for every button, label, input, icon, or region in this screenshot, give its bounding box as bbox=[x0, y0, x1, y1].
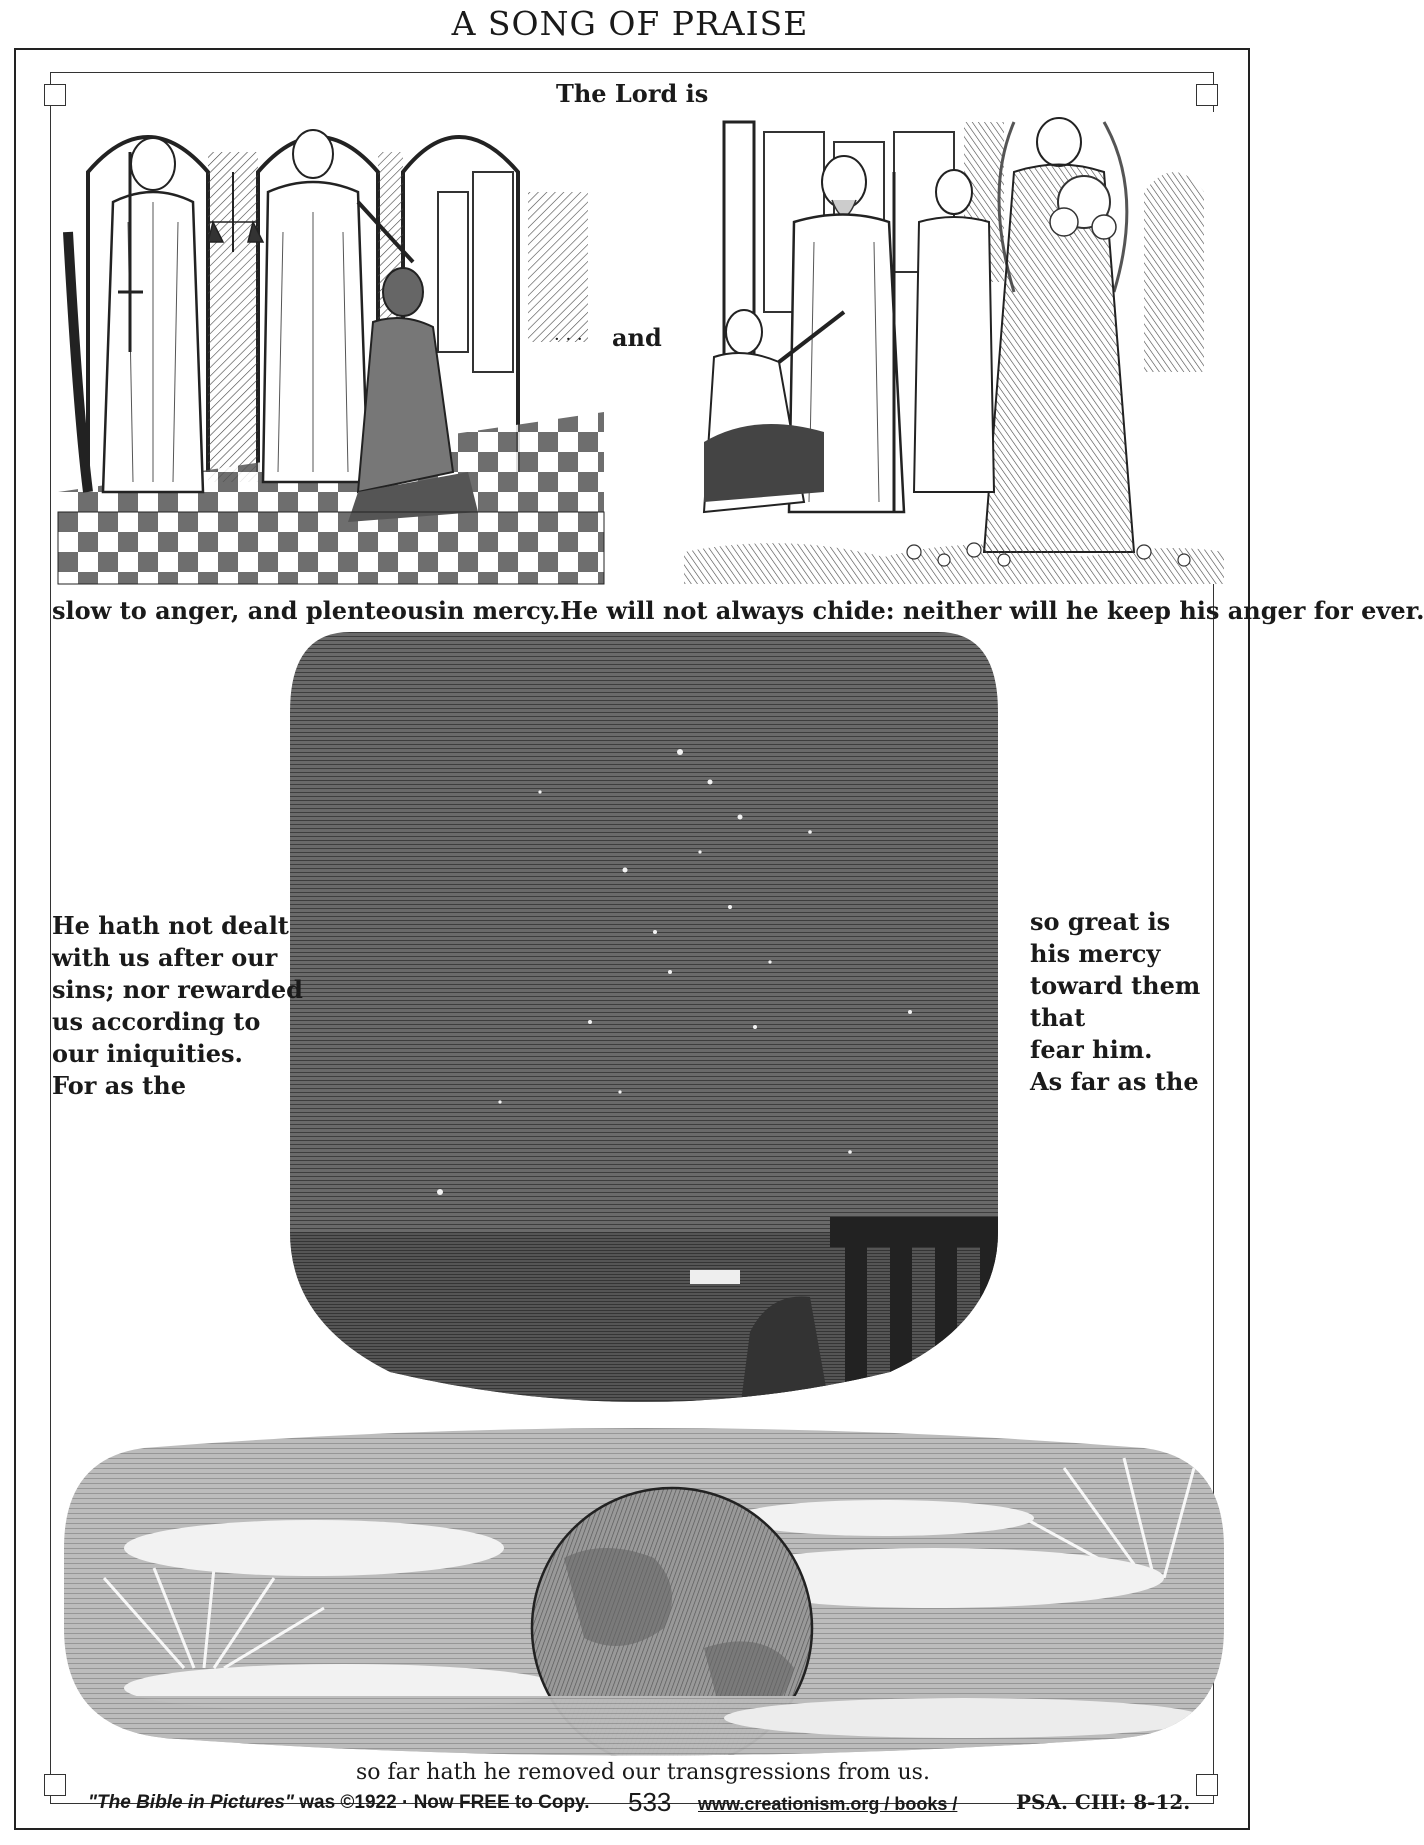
top-caption: slow to anger, and plenteousin mercy.He will not always chide: neither will he keep his anger for ever. bbox=[52, 596, 1424, 625]
night-sky-illustration bbox=[290, 632, 998, 1410]
corner-ornament-top-left bbox=[44, 84, 66, 106]
mercy-illustration bbox=[684, 112, 1224, 584]
top-heading-line: The Lord is bbox=[556, 79, 709, 108]
connector-dots: · · · bbox=[554, 329, 583, 350]
page-number: 533 bbox=[628, 1787, 672, 1817]
left-verse-line: us according to bbox=[52, 1007, 261, 1036]
right-verse-line: that bbox=[1030, 1003, 1086, 1032]
right-verse-line: his mercy bbox=[1030, 939, 1161, 968]
right-verse-line: so great is bbox=[1030, 907, 1171, 936]
left-verse-line: sins; nor rewarded bbox=[52, 975, 303, 1004]
right-verse-line: fear him. bbox=[1030, 1035, 1153, 1064]
connector-word: and bbox=[612, 323, 662, 352]
justice-illustration bbox=[58, 112, 604, 584]
corner-ornament-bottom-left bbox=[44, 1774, 66, 1796]
earth-horizon-illustration bbox=[64, 1428, 1224, 1756]
left-verse-line: He hath not dealt bbox=[52, 911, 289, 940]
scripture-reference: PSA. CIII: 8-12. bbox=[1016, 1790, 1191, 1814]
bottom-caption: so far hath he removed our transgressions from us. bbox=[356, 1760, 930, 1785]
left-verse-line: For as the bbox=[52, 1071, 186, 1100]
corner-ornament-top-right bbox=[1196, 84, 1218, 106]
right-verse-block bbox=[1030, 906, 1200, 1098]
right-verse-line: toward them bbox=[1030, 971, 1201, 1000]
footer-credit-text: was ©1922 · Now FREE to Copy. bbox=[293, 1792, 590, 1813]
left-verse-line: with us after our bbox=[52, 943, 278, 972]
footer-credit-title: "The Bible in Pictures" bbox=[88, 1792, 294, 1813]
footer-credit bbox=[88, 1792, 590, 1814]
page-title: A SONG OF PRAISE bbox=[451, 4, 809, 43]
right-verse-line: As far as the bbox=[1030, 1067, 1199, 1096]
left-verse-line: our iniquities. bbox=[52, 1039, 243, 1068]
corner-ornament-bottom-right bbox=[1196, 1774, 1218, 1796]
footer-website-link[interactable]: www.creationism.org / books / bbox=[698, 1794, 958, 1814]
left-verse-block bbox=[52, 910, 303, 1102]
